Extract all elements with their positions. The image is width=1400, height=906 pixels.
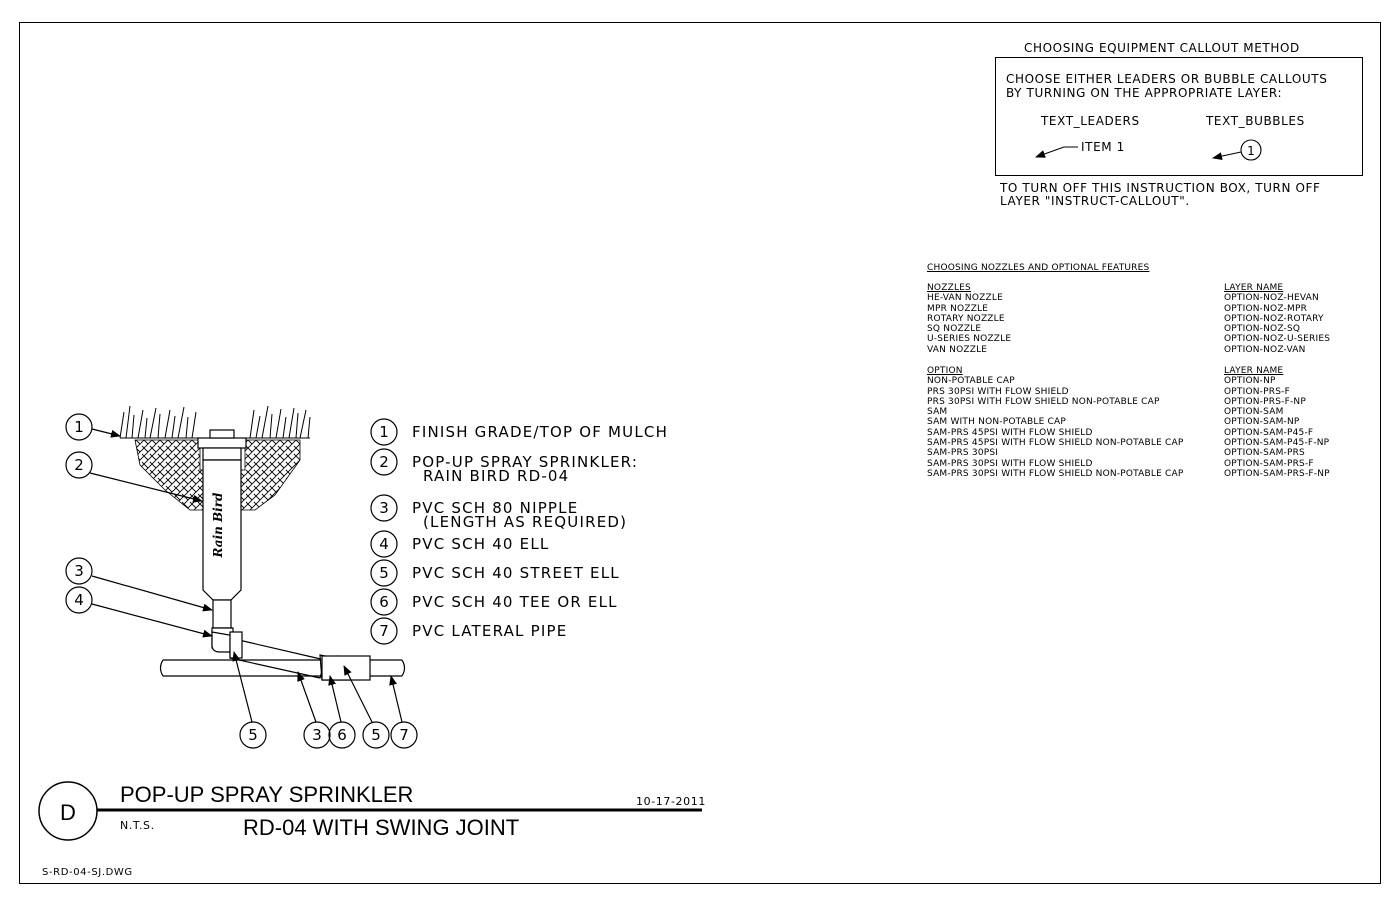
table-row: OPTION-NOZ-HEVAN xyxy=(1224,293,1319,304)
table-row: OPTION-SAM-P45-F-NP xyxy=(1224,438,1330,449)
bottom-number-5b: 5 xyxy=(371,726,381,744)
legend-number-2: 2 xyxy=(379,453,389,471)
bottom-number-5a: 5 xyxy=(248,726,258,744)
legend-number-5: 5 xyxy=(379,564,389,582)
table-row: U-SERIES NOZZLE xyxy=(927,334,1012,345)
legend-number-3: 3 xyxy=(379,499,389,517)
callout-footer-line-2: LAYER "INSTRUCT-CALLOUT". xyxy=(1000,194,1190,208)
callout-number-4: 4 xyxy=(74,591,84,609)
legend-item-3-detail: (LENGTH AS REQUIRED) xyxy=(423,513,628,531)
legend-item-3: PVC SCH 80 NIPPLE xyxy=(412,499,579,517)
nozzles-heading: CHOOSING NOZZLES AND OPTIONAL FEATURES xyxy=(927,263,1150,273)
file-name: S-RD-04-SJ.DWG xyxy=(42,867,133,878)
table-row: OPTION-PRS-F-NP xyxy=(1224,396,1306,407)
table-row: OPTION-SAM xyxy=(1224,407,1284,418)
table-row: OPTION-SAM-PRS-F-NP xyxy=(1224,468,1330,479)
table-row: ROTARY NOZZLE xyxy=(927,313,1005,324)
table-row: OPTION-NP xyxy=(1224,376,1276,387)
legend-item-4: PVC SCH 40 ELL xyxy=(412,535,550,553)
noz-left-header: NOZZLES xyxy=(927,283,971,293)
table-row: SAM-PRS 30PSI WITH FLOW SHIELD xyxy=(927,458,1093,469)
table-row: HE-VAN NOZZLE xyxy=(927,293,1003,304)
body-brand-label: Rain Bird xyxy=(211,492,225,558)
table-row: OPTION-SAM-PRS xyxy=(1224,448,1305,459)
text-leaders-label: TEXT_LEADERS xyxy=(1041,114,1140,128)
table-row: PRS 30PSI WITH FLOW SHIELD NON-POTABLE CAP xyxy=(927,396,1160,407)
callout-instruction-line-2: BY TURNING ON THE APPROPRIATE LAYER: xyxy=(1006,86,1283,100)
table-row: SAM-PRS 45PSI WITH FLOW SHIELD NON-POTABLE CAP xyxy=(927,438,1184,449)
opt-right-header: LAYER NAME xyxy=(1224,366,1284,376)
bottom-number-7: 7 xyxy=(399,726,409,744)
table-row: SAM-PRS 45PSI WITH FLOW SHIELD xyxy=(927,427,1093,438)
legend-item-2: POP-UP SPRAY SPRINKLER: xyxy=(412,453,639,471)
table-row: SAM-PRS 30PSI WITH FLOW SHIELD NON-POTABLE CAP xyxy=(927,468,1184,479)
detail-letter: D xyxy=(60,800,76,825)
callout-number-1: 1 xyxy=(74,418,84,436)
table-row: OPTION-SAM-NP xyxy=(1224,417,1300,428)
table-row: OPTION-SAM-P45-F xyxy=(1224,427,1314,438)
table-row: SQ NOZZLE xyxy=(927,324,982,335)
legend-number-1: 1 xyxy=(379,423,389,441)
legend-number-6: 6 xyxy=(379,593,389,611)
detail-title: POP-UP SPRAY SPRINKLER xyxy=(120,782,414,807)
leader-example-text: ITEM 1 xyxy=(1081,140,1125,154)
bottom-number-3: 3 xyxy=(312,726,322,744)
table-row: OPTION-NOZ-MPR xyxy=(1224,303,1308,314)
legend-item-2-detail: RAIN BIRD RD-04 xyxy=(423,467,570,485)
callout-footer-line-1: TO TURN OFF THIS INSTRUCTION BOX, TURN OFF xyxy=(1000,181,1321,195)
leader-example-arrow xyxy=(1036,147,1078,157)
table-row: OPTION-NOZ-U-SERIES xyxy=(1224,334,1331,345)
callout-number-2: 2 xyxy=(74,456,84,474)
opt-left-header: OPTION xyxy=(927,366,963,376)
table-row: OPTION-NOZ-SQ xyxy=(1224,324,1301,335)
legend-item-7: PVC LATERAL PIPE xyxy=(412,622,568,640)
table-row: NON-POTABLE CAP xyxy=(927,376,1015,387)
bottom-number-6: 6 xyxy=(337,726,347,744)
legend-number-7: 7 xyxy=(379,622,389,640)
table-row: SAM WITH NON-POTABLE CAP xyxy=(927,417,1067,428)
table-row: OPTION-PRS-F xyxy=(1224,386,1290,397)
table-row: VAN NOZZLE xyxy=(927,344,988,355)
drawing-date: 10-17-2011 xyxy=(636,795,706,808)
table-row: PRS 30PSI WITH FLOW SHIELD xyxy=(927,386,1069,397)
table-row: OPTION-NOZ-ROTARY xyxy=(1224,313,1324,324)
bubble-example-arrow xyxy=(1213,152,1241,158)
legend-item-5: PVC SCH 40 STREET ELL xyxy=(412,564,620,582)
legend-item-6: PVC SCH 40 TEE OR ELL xyxy=(412,593,618,611)
callout-number-3: 3 xyxy=(74,562,84,580)
detail-subtitle: RD-04 WITH SWING JOINT xyxy=(243,815,520,840)
legend-item-1: FINISH GRADE/TOP OF MULCH xyxy=(412,423,669,441)
table-row: SAM xyxy=(927,407,948,418)
callout-instruction-line-1: CHOOSE EITHER LEADERS OR BUBBLE CALLOUTS xyxy=(1006,72,1328,86)
table-row: OPTION-NOZ-VAN xyxy=(1224,344,1306,355)
callout-title: CHOOSING EQUIPMENT CALLOUT METHOD xyxy=(1024,41,1300,55)
text-bubbles-label: TEXT_BUBBLES xyxy=(1206,114,1305,128)
table-row: MPR NOZZLE xyxy=(927,303,989,314)
legend-number-4: 4 xyxy=(379,535,389,553)
bubble-example-number: 1 xyxy=(1247,144,1255,158)
noz-right-header: LAYER NAME xyxy=(1224,283,1284,293)
table-row: SAM-PRS 30PSI xyxy=(927,448,999,459)
table-row: OPTION-SAM-PRS-F xyxy=(1224,458,1314,469)
scale-label: N.T.S. xyxy=(120,819,155,832)
